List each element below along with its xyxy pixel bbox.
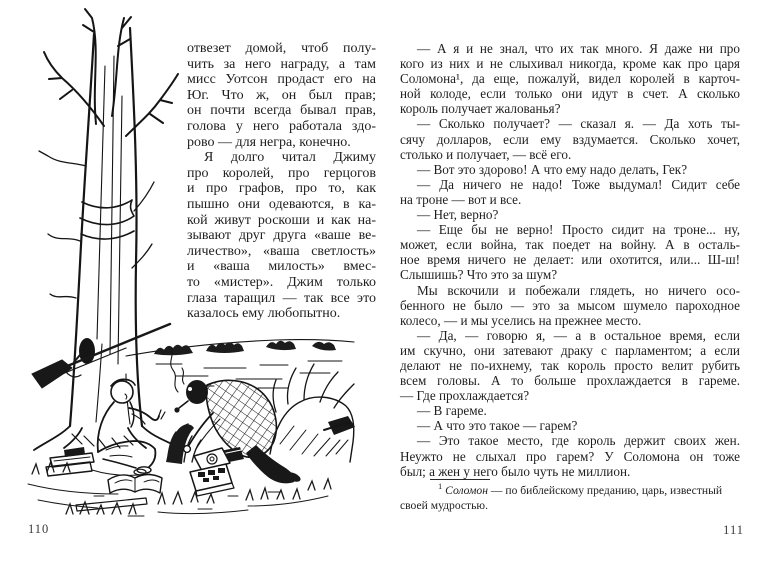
text-line: глаза таращил — так все это xyxy=(187,290,376,306)
paragraph xyxy=(400,41,740,116)
right-text-column xyxy=(400,41,740,479)
text-line: — А я и не знал, что их так много. Я даже ни про xyxy=(417,41,740,56)
text-line: Неужто не слыхал про гарем? У Соломона он тоже xyxy=(400,448,740,464)
text-line: делают не по-ихнему, так король просто велит рубить xyxy=(400,357,740,373)
text-line: кой живут роскоши и как на- xyxy=(187,212,376,228)
paragraph xyxy=(400,207,740,222)
paragraph xyxy=(187,150,376,322)
left-text-column xyxy=(187,41,376,322)
text-line: чить за него награду, а там xyxy=(187,56,376,72)
footnote-rule xyxy=(430,479,490,480)
paragraph xyxy=(400,177,740,207)
text-line: пышно они одеваются, в ка- xyxy=(187,196,376,212)
text-line: — Где прохлаждается? xyxy=(400,388,530,404)
text-line: рово — для негра, конечно. xyxy=(187,134,351,150)
tree-drawing xyxy=(34,9,178,450)
text-line: — Это такое место, где король держит своих жен. xyxy=(417,433,740,449)
text-line: может, если война, так поедет на войну. А в осталь- xyxy=(400,237,740,253)
paragraph xyxy=(400,403,740,418)
books-and-box-drawing xyxy=(46,447,244,511)
text-line: голова у него работала здо- xyxy=(187,118,376,134)
text-line: ное время ничего не делает: или охотится, или... Ш-ш! xyxy=(400,252,740,268)
text-line: — В гареме. xyxy=(417,403,487,419)
text-line: — Сколько получает? — сказал я. — Да хоть ты- xyxy=(417,116,740,132)
text-line: Соломона¹, да еще, пожалуй, видел королей в карточ- xyxy=(400,71,740,87)
text-line: и «ваша милость» вмес- xyxy=(187,259,376,275)
footnote-line-2: своей мудростью. xyxy=(400,499,488,512)
text-line: Мы вскочили и побежали глядеть, но ничего осо- xyxy=(417,282,740,298)
page-number-left: 110 xyxy=(28,522,50,536)
text-line: мисс Уотсон продаст его на xyxy=(187,72,376,88)
text-line: зывают друг друга «ваше ве- xyxy=(187,228,376,244)
footnote-term: Соломон xyxy=(445,484,488,497)
text-line: то «мистер». Джим только xyxy=(187,274,376,290)
footnote-text: — по библейскому преданию, царь, известный xyxy=(487,484,723,497)
text-line: и про графов, про то, как xyxy=(187,181,376,197)
text-line: на троне — вот и все. xyxy=(400,191,522,207)
text-line: — Вот это здорово! А что ему надо делать, Гек? xyxy=(417,161,688,177)
footnote-marker: 1 xyxy=(438,481,443,492)
footnote-line-1 xyxy=(400,483,740,498)
text-line: король получает жалованья? xyxy=(400,101,561,117)
text-line: — А что это такое — гарем? xyxy=(417,418,578,434)
text-line: личество», «ваша светлость» xyxy=(187,243,376,259)
text-line: ной колоде, если только они идут в счет. А сколько xyxy=(400,86,740,102)
paragraph xyxy=(400,162,740,177)
text-line: им скучно, они затевают драку с парламентом; а если xyxy=(400,342,740,358)
text-line: он почти всегда бывал прав, xyxy=(187,103,376,119)
text-line: был; а жен у него было чуть не миллион. xyxy=(400,463,631,479)
text-line: — Еще бы не верно! Просто сидит на троне... ну, xyxy=(417,222,740,238)
paragraph xyxy=(400,116,740,161)
page-number-right: 111 xyxy=(723,523,744,537)
text-line: столько и получает, — всё его. xyxy=(400,146,572,162)
paragraph xyxy=(187,41,376,150)
text-line: отвезет домой, чтоб полу- xyxy=(187,41,376,56)
paragraph xyxy=(400,328,740,403)
paragraph xyxy=(400,418,740,433)
text-line: всем головы. А то больше прохлаждается в гареме. xyxy=(400,373,740,389)
text-line: — Нет, верно? xyxy=(417,207,499,223)
paragraph xyxy=(400,433,740,478)
text-line: — Да, — говорю я, — а в остальное время, если xyxy=(417,327,740,343)
reed-bank-drawing xyxy=(270,364,355,462)
text-line: Я долго читал Джиму xyxy=(204,150,376,166)
text-line: Юг. Что ж, он был прав; xyxy=(187,87,376,103)
text-line: кого из них и не слыхивал никогда, кроме как про царя xyxy=(400,56,740,72)
text-line: — Да ничего не надо! Тоже выдумал! Сидит себе xyxy=(417,176,740,192)
text-line: казалось ему любопытно. xyxy=(187,306,341,322)
text-line: сячу долларов, если ему вздумается. Сколько хочет, xyxy=(400,131,740,147)
text-line: бенного не было — это за мысом шумело пароходное xyxy=(400,297,740,313)
text-line: колесо, — и мы уселись на прежнее место. xyxy=(400,312,642,328)
text-line: про королей, про герцогов xyxy=(187,165,376,181)
text-line: Слышишь? Что это за шум? xyxy=(400,267,558,283)
footnote xyxy=(400,479,740,513)
paragraph xyxy=(400,283,740,328)
paragraph xyxy=(400,222,740,282)
